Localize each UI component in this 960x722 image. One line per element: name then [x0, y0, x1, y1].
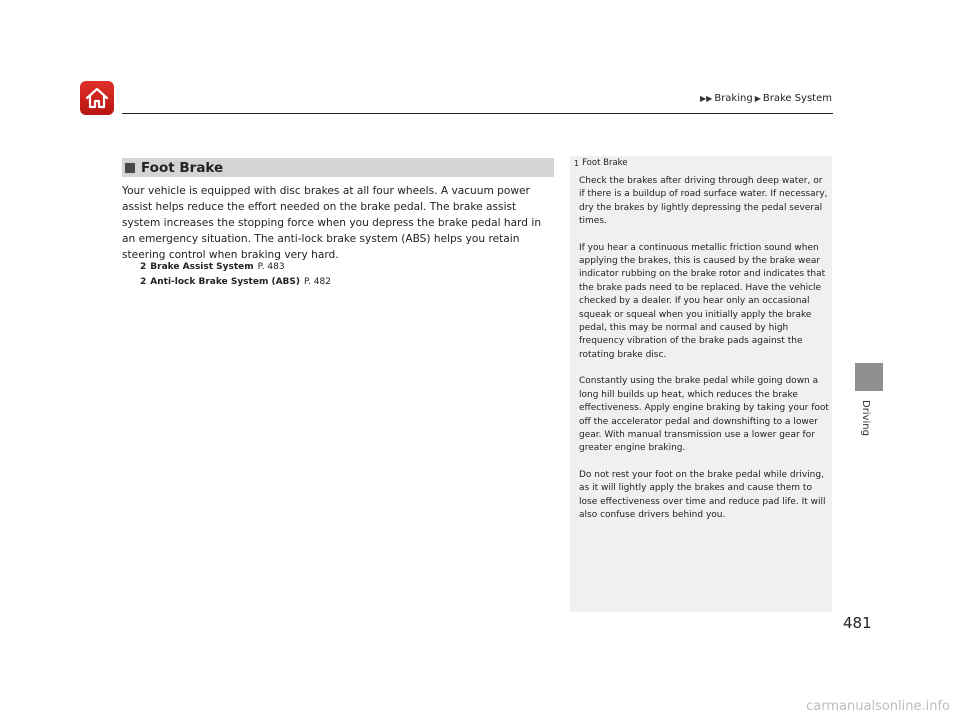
section-square-icon: [125, 163, 135, 173]
xref-anti-lock-brake-system[interactable]: [140, 277, 331, 287]
breadcrumb-item-brake-system[interactable]: Brake System: [762, 93, 832, 104]
sidenote-box: [570, 156, 832, 612]
xref-page: P. 482: [304, 277, 331, 287]
xref-title: Brake Assist System: [150, 262, 254, 272]
cross-reference-icon: 2: [140, 262, 147, 272]
sidenote-number: 1: [574, 158, 580, 168]
breadcrumb-arrow-icon: ▶: [754, 94, 761, 103]
breadcrumb-item-braking[interactable]: Braking: [714, 93, 753, 104]
home-button[interactable]: [80, 81, 114, 115]
sidenote-paragraph: Do not rest your foot on the brake pedal while driving, as it will lightly apply the brakes and cause them to lose effectiveness over time and reduce pad life. It will also confuse drivers behind you.: [579, 469, 826, 520]
section-body-text: Your vehicle is equipped with disc brakes at all four wheels. A vacuum power assist helps reduce the effort needed on the brake pedal. The brake assist system increases the stopping force when you depress the brake pedal hard in an emergency situation. The anti-lock brake system (ABS) helps you retain steering control when braking very hard.: [122, 185, 542, 261]
xref-page: P. 483: [257, 262, 285, 272]
sidenote-paragraph: Constantly using the brake pedal while going down a long hill builds up heat, which reduces the brake effectiveness. Apply engine braking by taking your foot off the accelerator pedal and downshifting to a lower gear. With manual transmission use a lower gear for greater engine braking.: [579, 376, 829, 454]
sidenote-body: [579, 175, 829, 535]
xref-title: Anti-lock Brake System (ABS): [150, 277, 300, 287]
cross-reference-icon: 2: [140, 277, 147, 287]
header-divider: [122, 113, 833, 114]
sidenote-paragraph: If you hear a continuous metallic friction sound when applying the brakes, this is caused by the brake wear indicator rubbing on the brake rotor and indicates that the brake pads need to be replaced. Have the vehicle checked by a dealer. If you hear only an occasional squeak or squeal when you initially apply the brake pedal, this may be normal and caused by high frequency vibration of the brake pads against the rotating brake disc.: [579, 242, 826, 360]
xref-brake-assist-system[interactable]: [140, 262, 285, 272]
breadcrumb: [700, 93, 832, 104]
chapter-tab[interactable]: [855, 363, 883, 391]
chapter-label: Driving: [860, 400, 871, 436]
sidenote-paragraph: Check the brakes after driving through deep water, or if there is a buildup of road surface water. If necessary, dry the brakes by lightly depressing the pedal several times.: [579, 176, 828, 227]
sidenote-heading: [574, 158, 628, 168]
watermark: carmanualsonline.info: [806, 699, 950, 714]
home-icon: [85, 87, 109, 109]
section-title: Foot Brake: [141, 159, 224, 176]
breadcrumb-arrow-icon: ▶▶: [700, 94, 713, 103]
section-header: [122, 158, 554, 177]
sidenote-heading-text: Foot Brake: [582, 158, 628, 168]
page-number: 481: [843, 614, 872, 632]
